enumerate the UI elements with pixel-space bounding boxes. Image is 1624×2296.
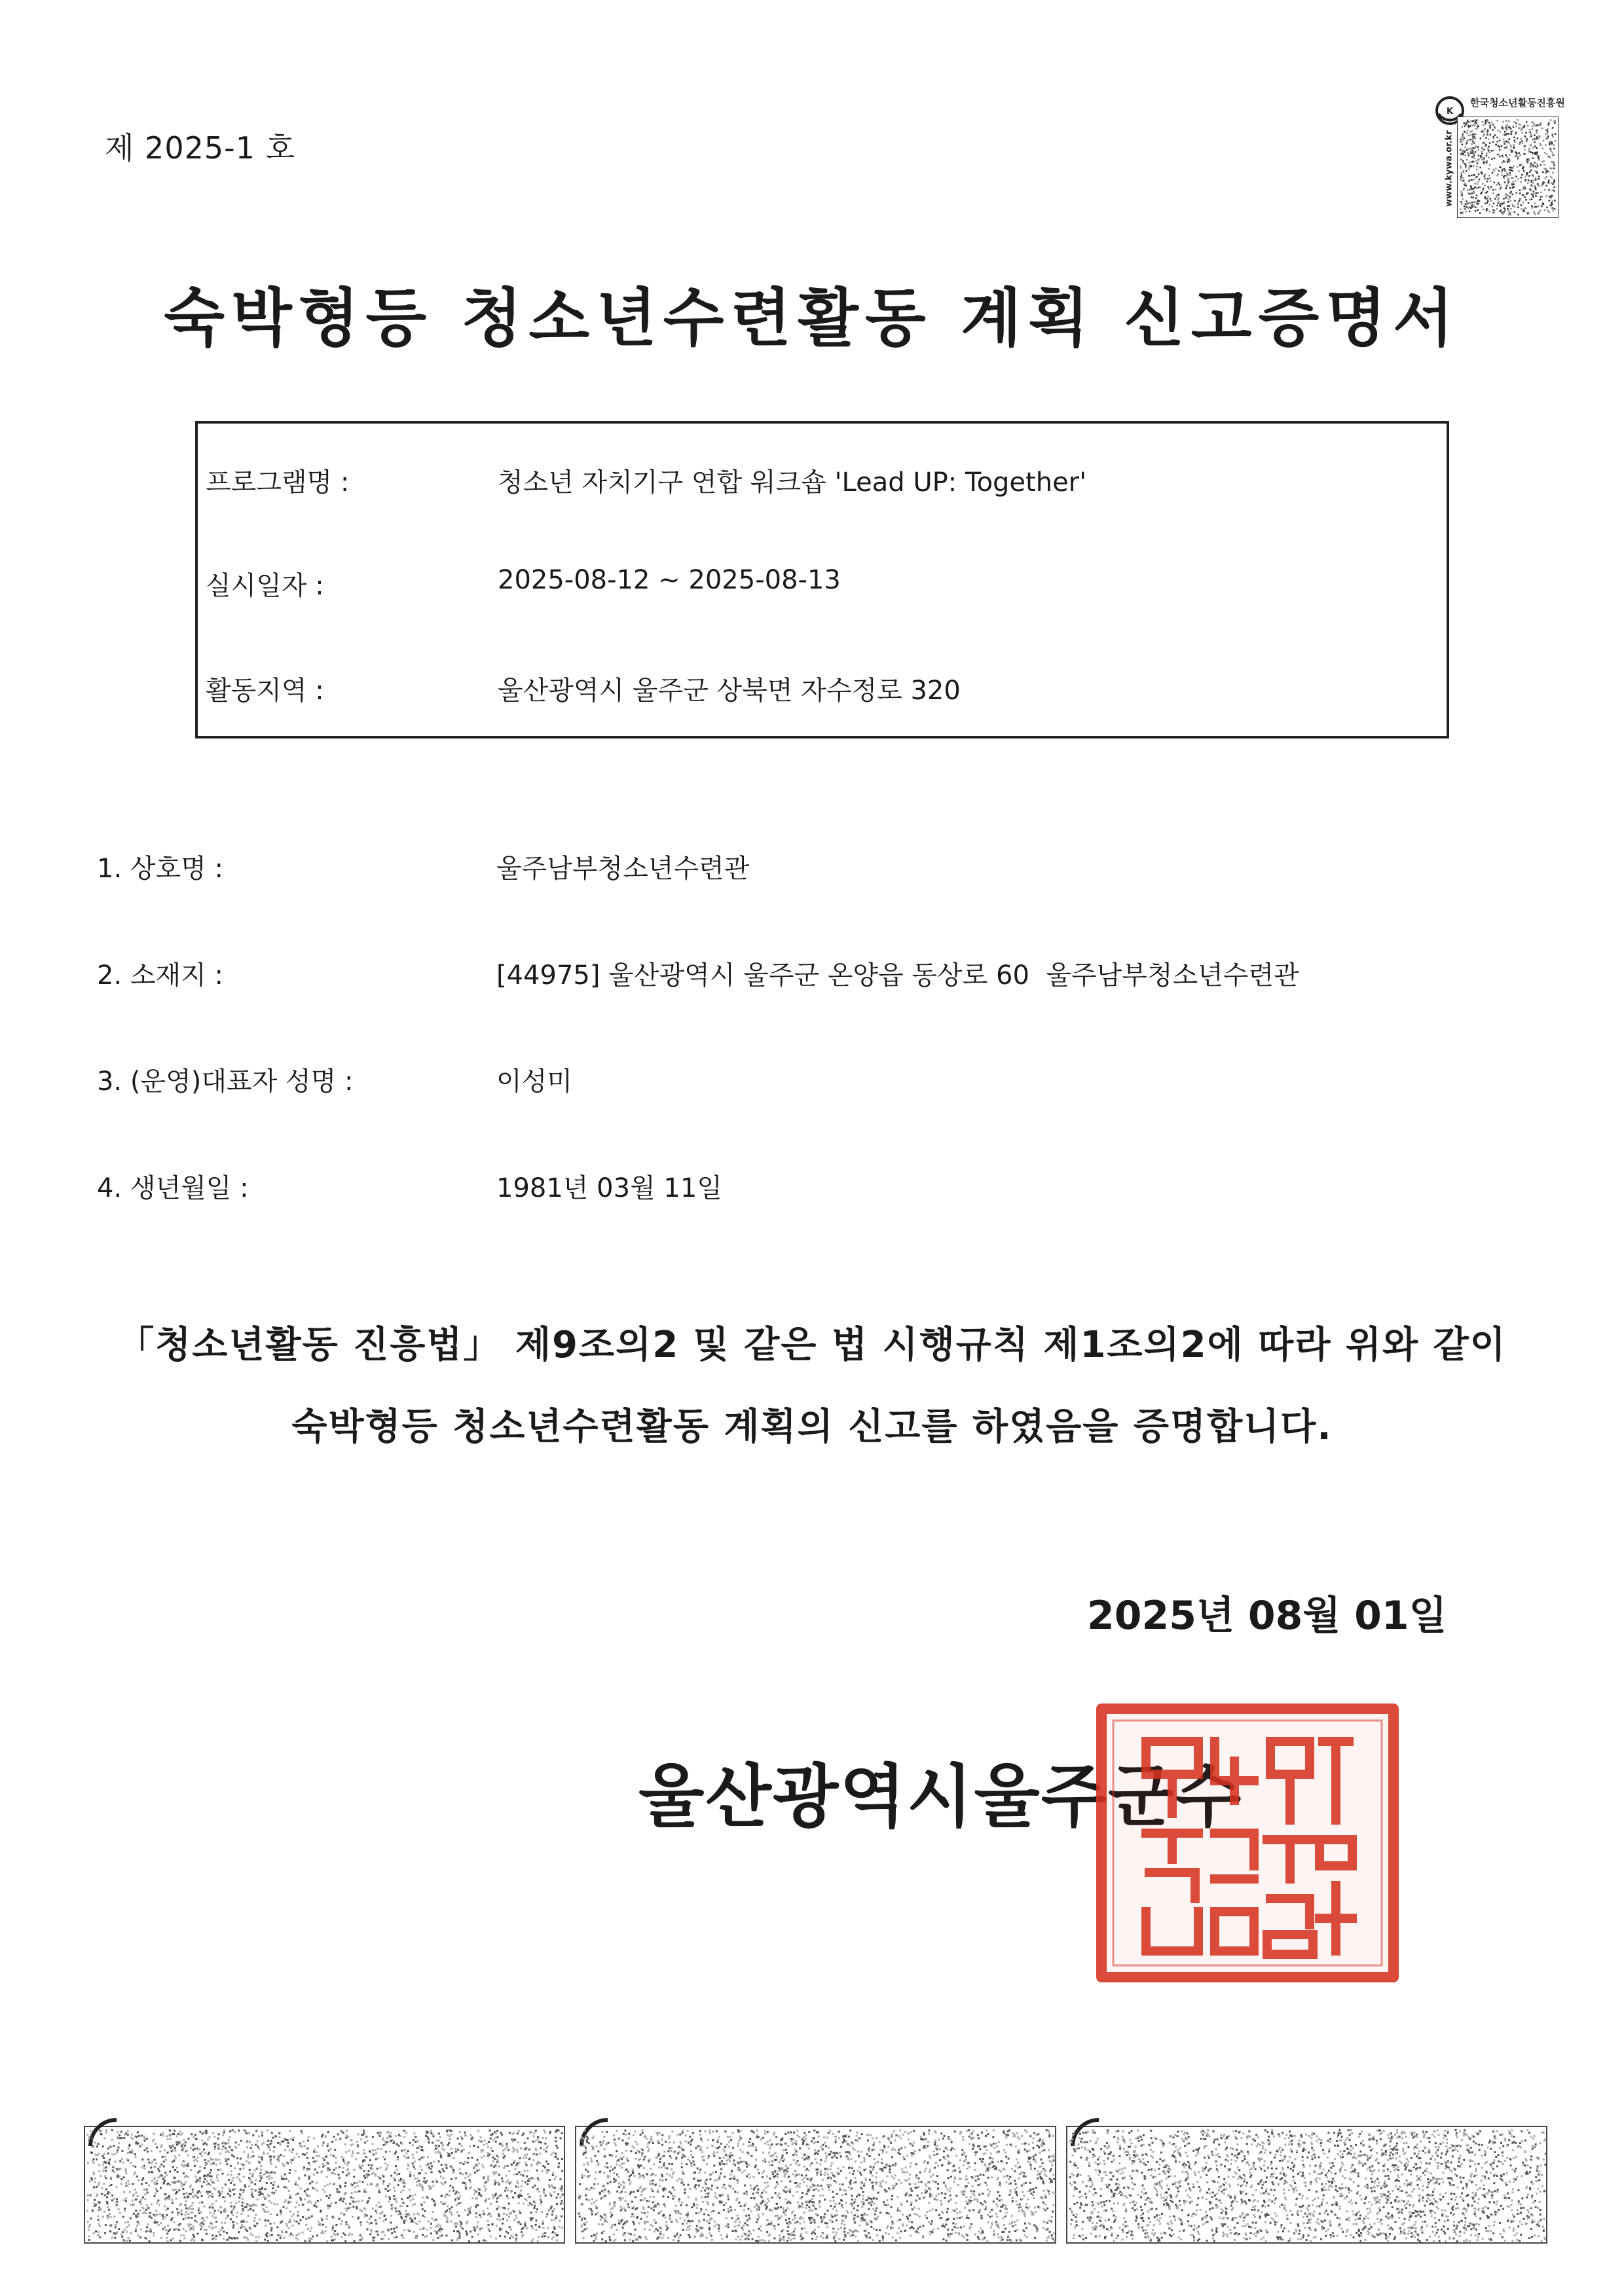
statement-line-1: 「청소년활동 진흥법」 제9조의2 및 같은 법 시행규칙 제1조의2에 따라 위와 같이 — [117, 1324, 1507, 1366]
issue-date: 2025년 08월 01일 — [1087, 1593, 1447, 1639]
security-pattern-icon — [575, 2113, 1056, 2244]
detail-value: [44975] 울산광역시 울주군 온양읍 동상로 60 울주남부청소년수련관 — [496, 960, 1299, 991]
verification-url: www.kywa.or.kr — [1444, 130, 1454, 207]
security-pattern-2 — [575, 2113, 1056, 2244]
program-date-label: 실시일자 : — [206, 571, 324, 601]
issuer-name: 울산광역시울주군수 — [638, 1757, 1243, 1836]
statement-line-2: 숙박형등 청소년수련활동 계획의 신고를 하였음을 증명합니다. — [291, 1406, 1333, 1448]
document-number: 제 2025-1 호 — [105, 130, 296, 166]
security-pattern-3 — [1066, 2113, 1547, 2244]
svg-text:K: K — [1446, 107, 1454, 117]
detail-label: 2. 소재지 : — [97, 960, 223, 991]
verification-organization: 한국청소년활동진흥원 — [1470, 97, 1565, 109]
security-pattern-icon — [84, 2113, 565, 2244]
program-info-box — [195, 421, 1449, 738]
program-name-label: 프로그램명 : — [206, 467, 350, 498]
detail-value: 울주남부청소년수련관 — [496, 854, 750, 884]
detail-value: 1981년 03월 11일 — [496, 1173, 722, 1203]
program-location-label: 활동지역 : — [206, 676, 324, 706]
qr-code-icon — [1457, 117, 1559, 218]
detail-label: 4. 생년월일 : — [97, 1173, 249, 1203]
detail-label: 1. 상호명 : — [97, 854, 223, 884]
program-date-value: 2025-08-12 ~ 2025-08-13 — [498, 565, 841, 595]
program-location-value: 울산광역시 울주군 상북면 자수정로 320 — [498, 676, 961, 706]
security-pattern-1 — [84, 2113, 565, 2244]
detail-value: 이성미 — [496, 1066, 572, 1097]
detail-label: 3. (운영)대표자 성명 : — [97, 1066, 354, 1097]
document-title: 숙박형등 청소년수련활동 계획 신고증명서 — [164, 282, 1460, 355]
official-seal-icon — [1094, 1702, 1401, 1984]
security-pattern-icon — [1066, 2113, 1547, 2244]
program-name-value: 청소년 자치기구 연합 워크숍 'Lead UP: Together' — [498, 467, 1087, 498]
verification-mark — [1431, 92, 1565, 223]
